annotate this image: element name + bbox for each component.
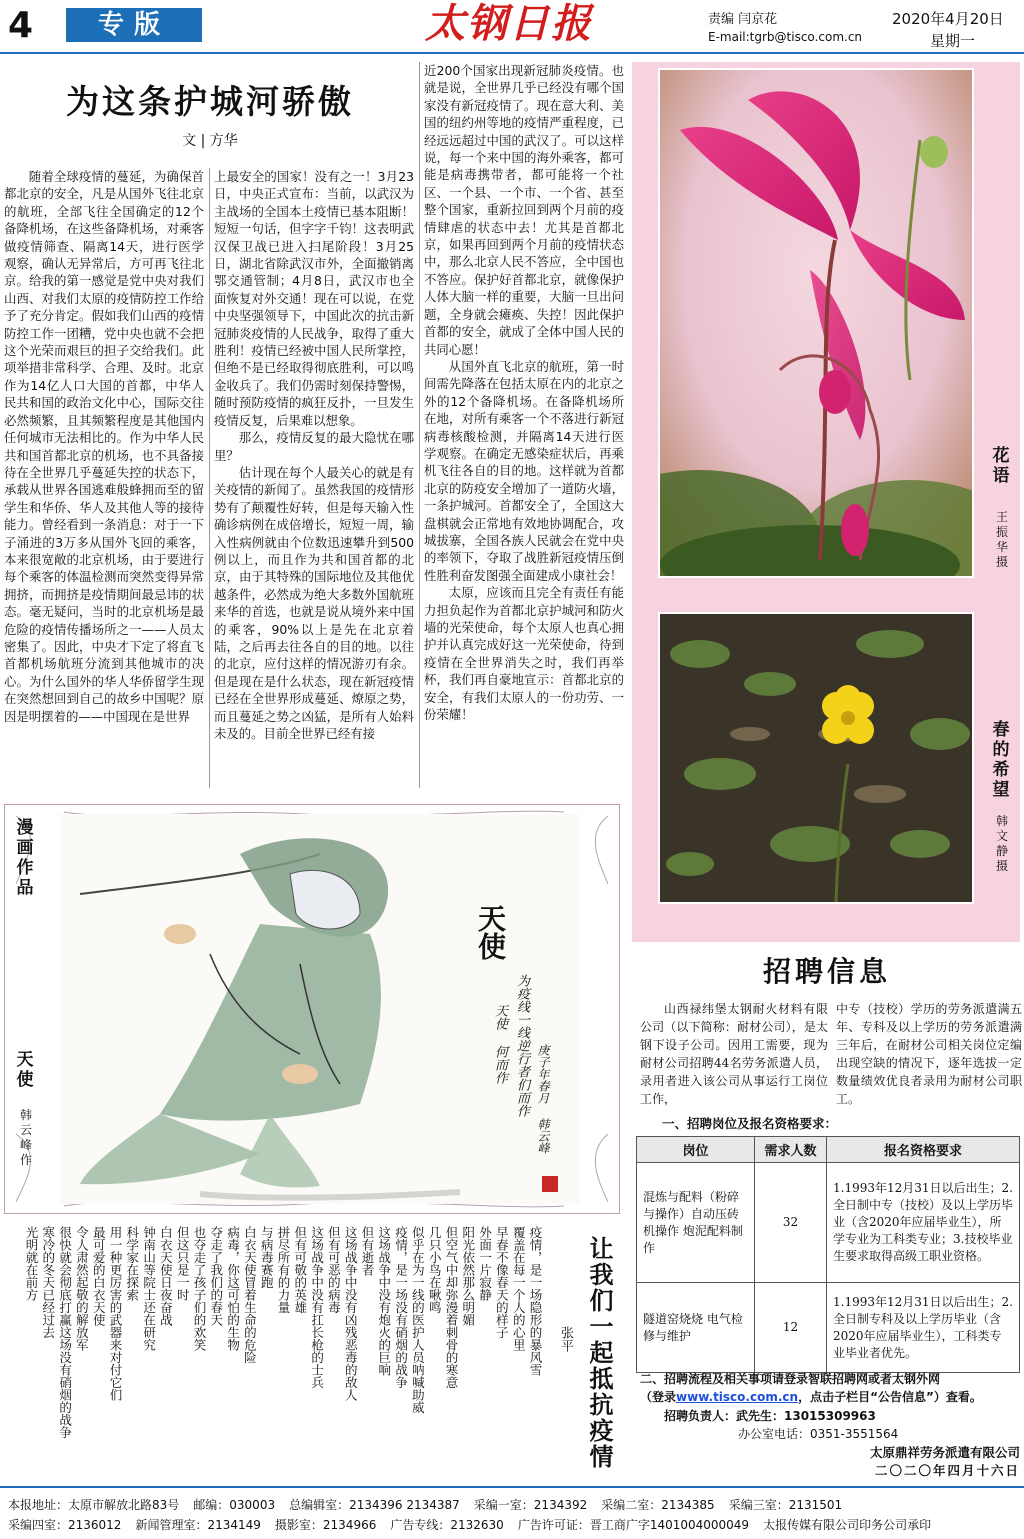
footer-item: 邮编：030003 [193, 1498, 276, 1512]
poem-line: 这场战争中没有扛长枪的士兵 [309, 1226, 325, 1389]
poem-line: 但这只是一时 [175, 1226, 191, 1301]
footer-item: 新闻管理室：2134149 [135, 1518, 261, 1532]
calligraphy-date: 庚子年春月 韩云峰 [536, 1044, 550, 1154]
article-column-1 [4, 168, 204, 788]
poem-line: 但有可敬的英雄 [292, 1226, 308, 1314]
cyclamen-photo [658, 68, 974, 578]
issue-weekday: 星期一 [930, 32, 976, 50]
poem-line: 光明就在前方 [24, 1226, 39, 1301]
poem-line: 与病毒赛跑 [259, 1226, 275, 1289]
article-paragraph: 随着全球疫情的蔓延，为确保首都北京的安全，凡是从国外飞往北京的航班，全部飞往全国确定的12个备降机场，在这些备降机场，对乘客做疫情筛查、隔离14天，进行医学观察，确认无异常后，方可再飞往北京。给我的第一感觉是党中央对我们山西、对我们太原的疫情防控工作给予了充分肯定。假如我们山西的疫情防控工作一团糟，党中央也就不会把这个光荣而艰巨的担子交给我们。此项举措非常科学、合理、及时。北京作为14亿人口大国的首都，中华人民共和国的政治文化中心，国际交往必然频繁，且其频繁程度是其他国内任何城市无法相比的。作为中华人民共和国首都北京的机场，也不具备接待在全世界几乎蔓延失控的状态下，承载从世界各国逃难般蜂拥而至的留学生和华侨、华人及其他人等的接待能力。曾经看到一条消息：对于一下子涌进的3万多从国外飞回的乘客，本来很宽敞的北京机场，由于要进行每个乘客的体温检测而突然变得异常拥挤，而拥挤是疫情期间最忌讳的状态。毫无疑问，当时的北京机场是最危险的疫情传播场所之一——人员太密集了。因此，中央才下定了将直飞首都机场航班分流到其他城市的决心。为什么国外的华人华侨留学生现在突然想回到自己的故乡中国呢？原因是明摆着的——中国现在是世界 [4, 169, 204, 724]
recruit-intro-1: 山西禄纬堡太钢耐火材料有限公司（以下简称：耐材公司），是太钢下设子公司。因用工需要，现为耐材公司招聘44名劳务派遣人员，录用者进入该公司从事运行工岗位工作， [640, 1002, 828, 1106]
column-divider [419, 62, 420, 788]
poem-line: 寒冷的冬天已经过去 [40, 1226, 56, 1339]
flower-photo-title: 花语 [992, 446, 1010, 486]
poem-line: 但空气中却弥漫着刺骨的寒意 [444, 1226, 459, 1389]
table-header: 岗位 [637, 1137, 755, 1163]
article-paragraph: 从国外直飞北京的航班，第一时间需先降落在包括太原在内的北京之外的12个备降机场。在备降机场所在地，对所有乘客一个不落进行新冠病毒核酸检测，并隔离14天进行医学观察。在确定无感染症状后，再乘机飞往各自的目的地。这样就为首都北京的防疫安全增加了一道防火墙，一条护城河。首都安全了，全国这大盘棋就会正常地有效地协调配合，攻城拔寨，全国各族人民就会在党中央的率领下，夺取了战胜新冠疫情压倒性胜利奋发图强全面建成小康社会！ [424, 358, 624, 583]
column-divider [209, 168, 210, 788]
table-row [637, 1283, 1020, 1373]
spring-photo-title: 春的希望 [992, 720, 1010, 800]
poem-line: 科学家在探索 [124, 1226, 140, 1301]
poem-body [4, 1226, 554, 1486]
poem-line: 白衣天使冒着生命的危险 [242, 1226, 258, 1364]
spring-photo [658, 612, 974, 904]
count-cell: 32 [755, 1163, 827, 1283]
table-header: 报名资格要求 [827, 1137, 1020, 1163]
requirement-cell: 1.1993年12月31日以后出生；2.全日制中专（技校）及以上学历毕业（含2020年应届毕业生），所学专业为工科类专业；3.技校毕业生要求取得高级工职业资格。 [827, 1163, 1020, 1283]
poem-line: 令人肃然起敬的解放军 [74, 1226, 90, 1351]
header-rule [0, 52, 1024, 54]
recruit-section-2 [640, 1370, 1020, 1406]
issue-date: 2020年4月20日 [892, 10, 1004, 28]
spring-photo-credit: 韩文静 摄 [995, 814, 1008, 873]
recruit-section-2-text: （登录 [640, 1390, 677, 1404]
poem-line: 但有逝者 [360, 1226, 375, 1276]
recruit-office-phone: 办公室电话：0351-3551564 [738, 1427, 899, 1441]
poem-line: 覆盖在每一个人的心里 [511, 1226, 527, 1351]
recruit-title: 招聘信息 [762, 955, 891, 988]
poem-line: 也夺走了孩子们的欢笑 [192, 1226, 207, 1351]
artist-seal [542, 1176, 558, 1192]
post-cell: 隧道窑烧烧 电气检修与维护 [637, 1283, 755, 1373]
poem-line: 早春不像春天的样子 [494, 1226, 510, 1339]
footer-item: 采编四室：2136012 [8, 1518, 122, 1532]
recruit-section-1: 一、招聘岗位及报名资格要求： [662, 1116, 838, 1131]
footer-item: 广告专线：2132630 [390, 1518, 504, 1532]
poem-line: 钟南山等院士还在研究 [141, 1226, 157, 1351]
article-paragraph: 太原，应该而且完全有责任有能力担负起作为首都北京护城河和防火墙的光荣使命，每个太原人也真心拥护并认真完成好这一光荣使命，待到疫情在全世界消失之时，我们再举杯，我们再自豪地宣示：首都北京的安全，有我们太原人的一份功劳、一份荣耀！ [424, 585, 624, 723]
article-paragraph: 近200个国家出现新冠肺炎疫情。也就是说，全世界几乎已经没有哪个国家没有新冠疫情了。现在意大利、美国的纽约州等地的疫情严重程度，已经远远超过中国的武汉了。可以这样说，每一个来中国的海外乘客，都可能是病毒携带者，都可能将一个社区、一个县、一个市、一个省、甚至整个国家，重新拉回到两个月前的疫情肆虐的状态中去！尤其是首都北京，如果再回到两个月前的疫情状态中，那么北京人民不答应，全中国也不答应。保护好首都北京，就像保护人体大脑一样的重要，大脑一旦出问题，全身就会瘫痪、失控！因此保护首都的安全，就成了全体中国人民的共同心愿！ [424, 63, 624, 357]
poem-line: 这场战争中没有炮火的巨响 [376, 1226, 392, 1376]
yellow-flower-illustration [660, 614, 972, 902]
table-header: 需求人数 [755, 1137, 827, 1163]
tisco-link[interactable]: www.tisco.com.cn [676, 1390, 799, 1404]
count-cell: 12 [755, 1283, 827, 1373]
poem-line: 用一种更厉害的武器来对付它们 [108, 1226, 123, 1401]
article-paragraph: 那么，疫情反复的最大隐忧在哪里？ [214, 430, 414, 463]
calligraphy-sign: 天使 何而作 [492, 1004, 507, 1084]
comic-section-label: 漫画作品 [16, 818, 34, 898]
footer-item: 总编辑室：2134396 2134387 [289, 1498, 460, 1512]
poem-line: 疫情，是一场隐形的暴风雪 [528, 1226, 543, 1376]
table-row [637, 1163, 1020, 1283]
poem-line: 夺走了我们的春天 [208, 1226, 224, 1326]
section-label: 专版 [66, 8, 202, 42]
footer-item: 采编一室：2134392 [473, 1498, 588, 1512]
footer-item: 本报地址：太原市解放北路83号 [8, 1498, 180, 1512]
article-paragraph: 上最安全的国家！没有之一！3月23日，中央正式宣布：当前，以武汉为主战场的全国本土疫情已基本阻断！短短一句话，但字字千钧！这表明武汉保卫战已进入扫尾阶段！3月25日，湖北省除武汉市外，全面撤销离鄂交通管制；4月8日，武汉市也全面恢复对外交通！现在可以说，在党中央坚强领导下，中国此次的抗击新冠肺炎疫情的人民战争，取得了重大胜利！疫情已经被中国人民所掌控，但绝不是已经取得彻底胜利，可以鸣金收兵了。我们仍需时刻保持警惕，随时预防疫情的疯狂反扑，一旦发生疫情反复，后果难以想象。 [214, 169, 414, 428]
poem-line: 几只小鸟在啾鸣 [427, 1226, 443, 1314]
recruit-contact-person: 招聘负责人：武先生：13015309963 [664, 1409, 876, 1423]
footer-rule [0, 1486, 1024, 1488]
cyclamen-illustration [660, 70, 972, 576]
footer-item: 采编三室：2131501 [728, 1498, 843, 1512]
poem-line: 似乎在为一线的医护人员呐喊助威 [410, 1226, 426, 1414]
poem-line: 疫情，是一场没有硝烟的战争 [393, 1226, 409, 1389]
comic-painting [60, 814, 580, 1204]
footer-item: 广告许可证：晋工商广字1401004000049 [517, 1518, 750, 1532]
calligraphy-title: 天使 [474, 904, 507, 960]
poem-line: 阳光依然那么明媚 [460, 1226, 476, 1326]
poem-title: 让我们一起抵抗疫情 [585, 1236, 614, 1470]
recruit-section-2-text: ，点击子栏目“公告信息”）查看。 [798, 1390, 982, 1404]
footer-line-1 [8, 1496, 856, 1513]
poem-line: 病毒，你这可怕的生物 [225, 1226, 241, 1351]
poem-line: 这场战争中没有凶残恶毒的敌人 [343, 1226, 359, 1401]
comic-title: 天使 [16, 1050, 34, 1090]
requirement-cell: 1.1993年12月31日以后出生；2.全日制专科及以上学历毕业（含2020年应届毕业生），工科类专业毕业者优先。 [827, 1283, 1020, 1373]
footer-line-2 [8, 1516, 945, 1533]
poem-line: 最可爱的白衣天使 [91, 1226, 107, 1326]
recruit-table [636, 1136, 1020, 1373]
comic-credit: 韩云峰 作 [19, 1108, 32, 1167]
article-paragraph: 估计现在每个人最关心的就是有关疫情的新闻了。虽然我国的疫情形势有了颠覆性好转，但是每天输入性确诊病例在成倍增长，短短一周，输入性病例就由个位数迅速攀升到500例以上，而且作为共和国首都的北京，由于其特殊的国际地位及其他优越条件，必然成为绝大多数外国航班来华的首选，也就是说从境外来中国的乘客，90%以上是先在北京着陆，之后再去往各自的目的地。以往的北京，应付这样的情况游刃有余。但是现在是什么状态，现在新冠疫情已经在全世界形成蔓延、燎原之势，而且蔓延之势之凶猛，是所有人始料未及的。目前全世界已经有接 [214, 464, 414, 741]
footer-item: 摄影室：2134966 [274, 1518, 377, 1532]
poem-line: 拼尽所有的力量 [276, 1226, 291, 1314]
article-byline: 文 | 方华 [182, 133, 238, 149]
recruit-section-2-text: 二、招聘流程及相关事项请登录智联招聘网或者太钢外网 [640, 1372, 941, 1386]
email-line: E-mail:tgrb@tisco.com.cn [708, 30, 863, 44]
poem-author: 张平 [558, 1326, 573, 1352]
poem-line: 外面一片寂静 [477, 1226, 493, 1301]
article-column-3 [424, 62, 624, 788]
poem-line: 白衣天使日夜奋战 [158, 1226, 174, 1326]
post-cell: 混炼与配料（粉碎与操作）自动压砖机操作 炮泥配料制作 [637, 1163, 755, 1283]
recruit-intro-2: 中专（技校）学历的劳务派遣满五年、专科及以上学历的劳务派遣满三年后，在耐材公司相关岗位定编出现空缺的情况下，逐年选拔一定数量绩效优良者录用为耐材公司职工。 [836, 1002, 1022, 1106]
poem-line: 但有可恶的病毒 [326, 1226, 342, 1314]
masthead-logo: 太钢日报 [425, 0, 593, 47]
page-number: 4 [8, 5, 34, 46]
recruit-company: 太原鼎祥劳务派遣有限公司 [869, 1445, 1020, 1460]
footer-item: 太报传媒有限公司印务公司承印 [763, 1518, 932, 1532]
flower-photo-credit: 王振华 摄 [995, 510, 1008, 569]
footer-item: 采编二室：2134385 [601, 1498, 715, 1512]
article-headline: 为这条护城河骄傲 [66, 82, 354, 121]
editor-line: 责编 闫京花 [708, 12, 778, 27]
poem-line: 很快就会彻底打赢这场没有硝烟的战争 [57, 1226, 73, 1439]
article-column-2 [214, 168, 414, 788]
calligraphy-inscription: 为疫线一线逆行者们而作 [514, 974, 529, 1117]
recruit-date: 二〇二〇年四月十六日 [874, 1463, 1020, 1478]
